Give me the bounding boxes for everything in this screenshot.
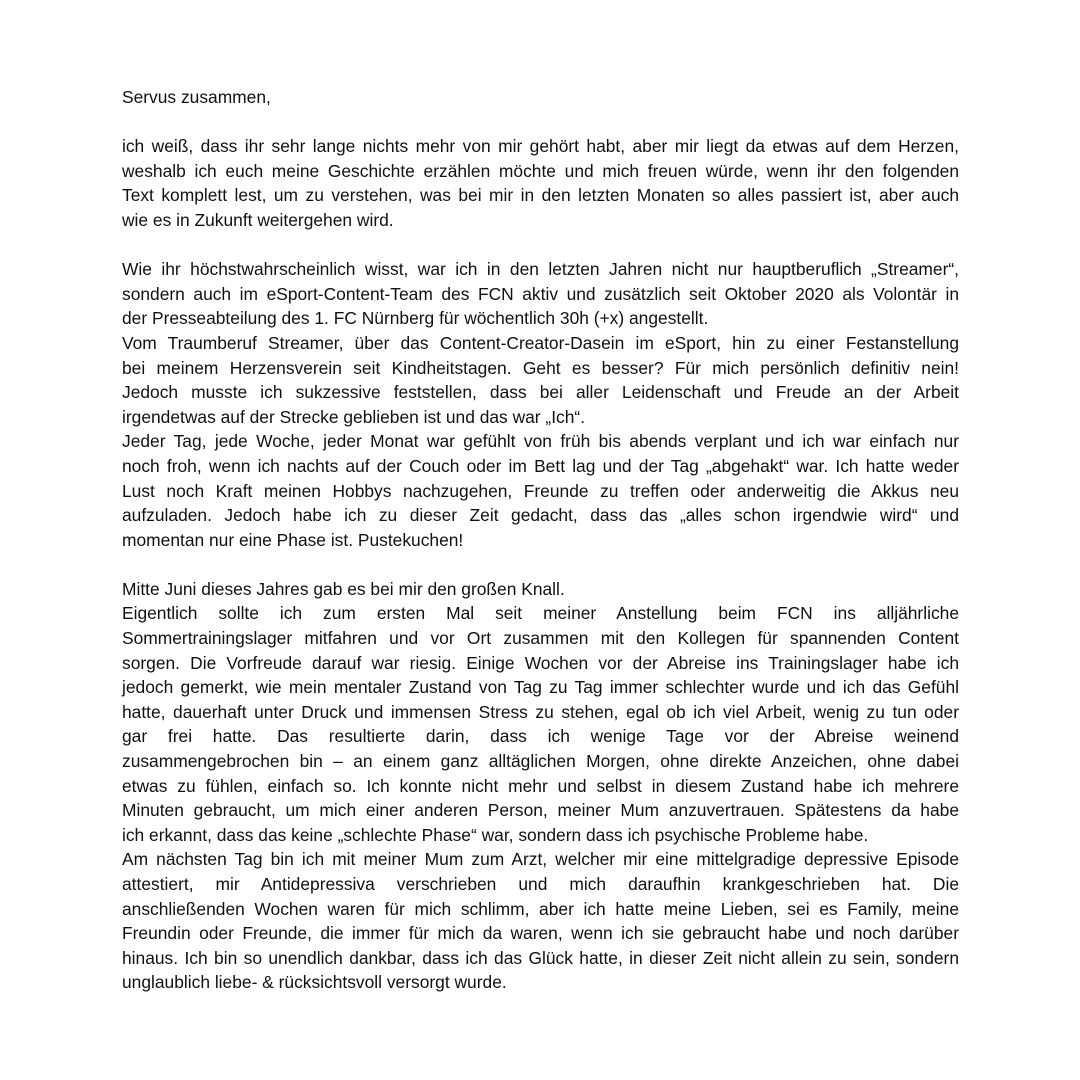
text-line: Sommertrainingslager mitfahren und vor Ort zusammen mit den Kollegen für spannenden Content [122,628,959,649]
text-line: sorgen. Die Vorfreude darauf war riesig. Einige Wochen vor der Abreise ins Trainingslager habe ich [122,652,959,673]
text-line: ich erkannt, dass das keine „schlechte Phase“ war, sondern dass ich psychische Probleme habe. [122,824,869,845]
paragraph-6 [122,601,959,847]
text-line: sondern auch im eSport-Content-Team des FCN aktiv und zusätzlich seit Oktober 2020 als Volontär in [122,283,959,304]
text-line: Jedoch musste ich sukzessive feststellen, dass bei aller Leidenschaft und Freude an der Arbeit [122,382,959,403]
text-line: irgendetwas auf der Strecke geblieben ist und das war „Ich“. [122,406,586,427]
text-line: ich weiß, dass ihr sehr lange nichts mehr von mir gehört habt, aber mir liegt da etwas auf dem Herzen, [122,136,959,157]
text-line: bei meinem Herzensverein seit Kindheitstagen. Geht es besser? Für mich persönlich definitiv nein! [122,357,959,378]
text-line: Text komplett lest, um zu verstehen, was bei mir in den letzten Monaten so alles passiert ist, aber auch [122,185,959,206]
text-line: hinaus. Ich bin so unendlich dankbar, dass ich das Glück hatte, in dieser Zeit nicht allein zu sein, sondern [122,947,959,968]
paragraph-2 [122,257,959,331]
letter-page [122,85,959,995]
paragraph-gap [122,110,959,135]
text-line: anschließenden Wochen waren für mich schlimm, aber ich hatte meine Lieben, sei es Family, meine [122,898,959,919]
text-line: Vom Traumberuf Streamer, über das Content-Creator-Dasein im eSport, hin zu einer Festanstellung [122,332,959,353]
text-line: aufzuladen. Jedoch habe ich zu dieser Zeit gedacht, dass das „alles schon irgendwie wird“ und [122,505,959,526]
paragraph-7 [122,847,959,995]
text-line: attestiert, mir Antidepressiva verschrieben und mich daraufhin krankgeschrieben hat. Die [122,874,959,894]
paragraph-gap [122,233,959,258]
paragraph-3 [122,331,959,429]
paragraph-4 [122,429,959,552]
text-line: Minuten gebraucht, um mich einer anderen Person, meiner Mum anzuvertrauen. Spätestens da habe [122,800,959,821]
paragraph-gap [122,552,959,577]
greeting [122,85,959,110]
text-line: der Presseabteilung des 1. FC Nürnberg für wöchentlich 30h (+x) angestellt. [122,308,709,329]
text-line: unglaublich liebe- & rücksichtsvoll versorgt wurde. [122,972,507,993]
text-line: Eigentlich sollte ich zum ersten Mal seit meiner Anstellung beim FCN ins alljährliche [122,603,959,624]
text-line: hatte, dauerhaft unter Druck und immensen Stress zu stehen, egal ob ich viel Arbeit, wenig zu tun oder [122,701,959,722]
text-line: Lust noch Kraft meinen Hobbys nachzugehen, Freunde zu treffen oder anderweitig die Akkus neu [122,480,959,501]
paragraph-5 [122,577,959,602]
text-line: etwas zu fühlen, einfach so. Ich konnte nicht mehr und selbst in diesem Zustand habe ich mehrere [122,775,959,796]
paragraph-1 [122,134,959,232]
text-line: Wie ihr höchstwahrscheinlich wisst, war ich in den letzten Jahren nicht nur hauptberuflich „Streamer“, [122,259,959,280]
text-line: gar frei hatte. Das resultierte darin, dass ich wenige Tage vor der Abreise weinend [122,726,959,747]
text-line: jedoch gemerkt, wie mein mentaler Zustand von Tag zu Tag immer schlechter wurde und ich das Gefühl [122,677,959,698]
text-line: Mitte Juni dieses Jahres gab es bei mir den großen Knall. [122,578,565,599]
text-line: momentan nur eine Phase ist. Pustekuchen! [122,529,464,550]
text-line: weshalb ich euch meine Geschichte erzählen möchte und mich freuen würde, wenn ihr den folgenden [122,160,959,181]
text-line: noch froh, wenn ich nachts auf der Couch oder im Bett lag und der Tag „abgehakt“ war. Ich hatte weder [122,455,959,476]
text-line: Am nächsten Tag bin ich mit meiner Mum zum Arzt, welcher mir eine mittelgradige depressive Episode [122,849,959,870]
text-line: zusammengebrochen bin – an einem ganz alltäglichen Morgen, ohne direkte Anzeichen, ohne dabei [122,751,959,772]
text-line: Jeder Tag, jede Woche, jeder Monat war gefühlt von früh bis abends verplant und ich war einfach nur [122,431,959,452]
text-line: Freundin oder Freunde, die immer für mich da waren, wenn ich sie gebraucht habe und noch darüber [122,923,959,944]
text-line: wie es in Zukunft weitergehen wird. [122,209,394,230]
greeting-line: Servus zusammen, [122,87,271,107]
